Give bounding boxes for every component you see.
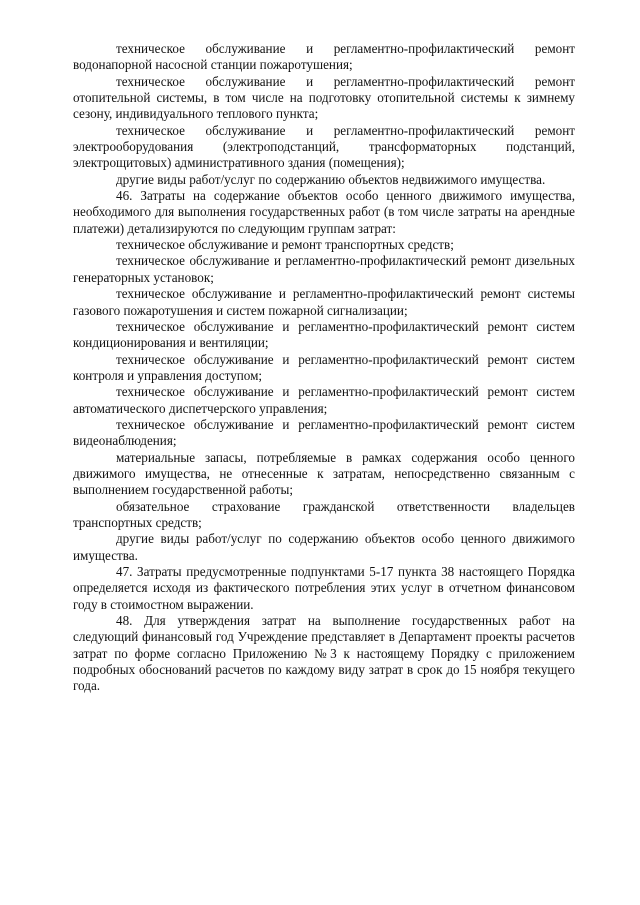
paragraph-air-conditioning: техническое обслуживание и регламентно-профилактический ремонт систем кондиционирования и вентиляции; <box>73 318 575 351</box>
paragraph-48: 48. Для утверждения затрат на выполнение государственных работ на следующий финансовый год Учреждение представляет в Департамент проекты расчетов затрат по форме согласно Приложению №3 к настоящему Порядку с приложением подробных обоснований расчетов по каждому виду затрат в срок до 15 ноября текущего года. <box>73 613 575 694</box>
paragraph-other-real-estate: другие виды работ/услуг по содержанию объектов недвижимого имущества. <box>116 171 546 187</box>
paragraph-diesel-generators: техническое обслуживание и регламентно-профилактический ремонт дизельных генераторных установок; <box>73 253 575 285</box>
document-body <box>73 41 575 695</box>
paragraph-liability-insurance: обязательное страхование гражданской ответственности владельцев транспортных средств; <box>73 498 575 530</box>
paragraph-47: 47. Затраты предусмотренные подпунктами 5-17 пункта 38 настоящего Порядка определяется исходя из фактического потребления этих услуг в отчетном финансовом году в стоимостном выражении. <box>73 564 575 612</box>
paragraph-other-movable-property: другие виды работ/услуг по содержанию объектов особо ценного движимого имущества. <box>73 531 575 563</box>
paragraph-pump-station: техническое обслуживание и регламентно-профилактический ремонт водонапорной насосной станции пожаротушения; <box>73 41 575 73</box>
paragraph-vehicles: техническое обслуживание и ремонт транспортных средств; <box>116 237 454 253</box>
paragraph-46: 46. Затраты на содержание объектов особо ценного движимого имущества, необходимого для выполнения государственных работ (в том числе затраты на арендные платежи) детализируются по следующим группам затрат: <box>73 188 575 236</box>
paragraph-material-supplies: материальные запасы, потребляемые в рамках содержания особо ценного движимого имущества, не отнесенные к затратам, непосредственно связанным с выполнением государственной работы; <box>73 449 575 498</box>
paragraph-heating-system: техническое обслуживание и регламентно-профилактический ремонт отопительной системы, в том числе на подготовку отопительной системы к зимнему сезону, индивидуального теплового пункта; <box>73 73 575 122</box>
paragraph-dispatch-control: техническое обслуживание и регламентно-профилактический ремонт систем автоматического диспетчерского управления; <box>73 384 575 416</box>
paragraph-gas-fire-suppression: техническое обслуживание и регламентно-профилактический ремонт системы газового пожаротушения и систем пожарной сигнализации; <box>73 286 575 318</box>
paragraph-access-control: техническое обслуживание и регламентно-профилактический ремонт систем контроля и управления доступом; <box>73 351 575 383</box>
paragraph-video-surveillance: техническое обслуживание и регламентно-профилактический ремонт систем видеонаблюдения; <box>73 416 575 449</box>
paragraph-electrical-equipment: техническое обслуживание и регламентно-профилактический ремонт электрооборудования (электроподстанций, трансформаторных подстанций, электрощитовых) административного здания (помещения); <box>73 122 575 171</box>
